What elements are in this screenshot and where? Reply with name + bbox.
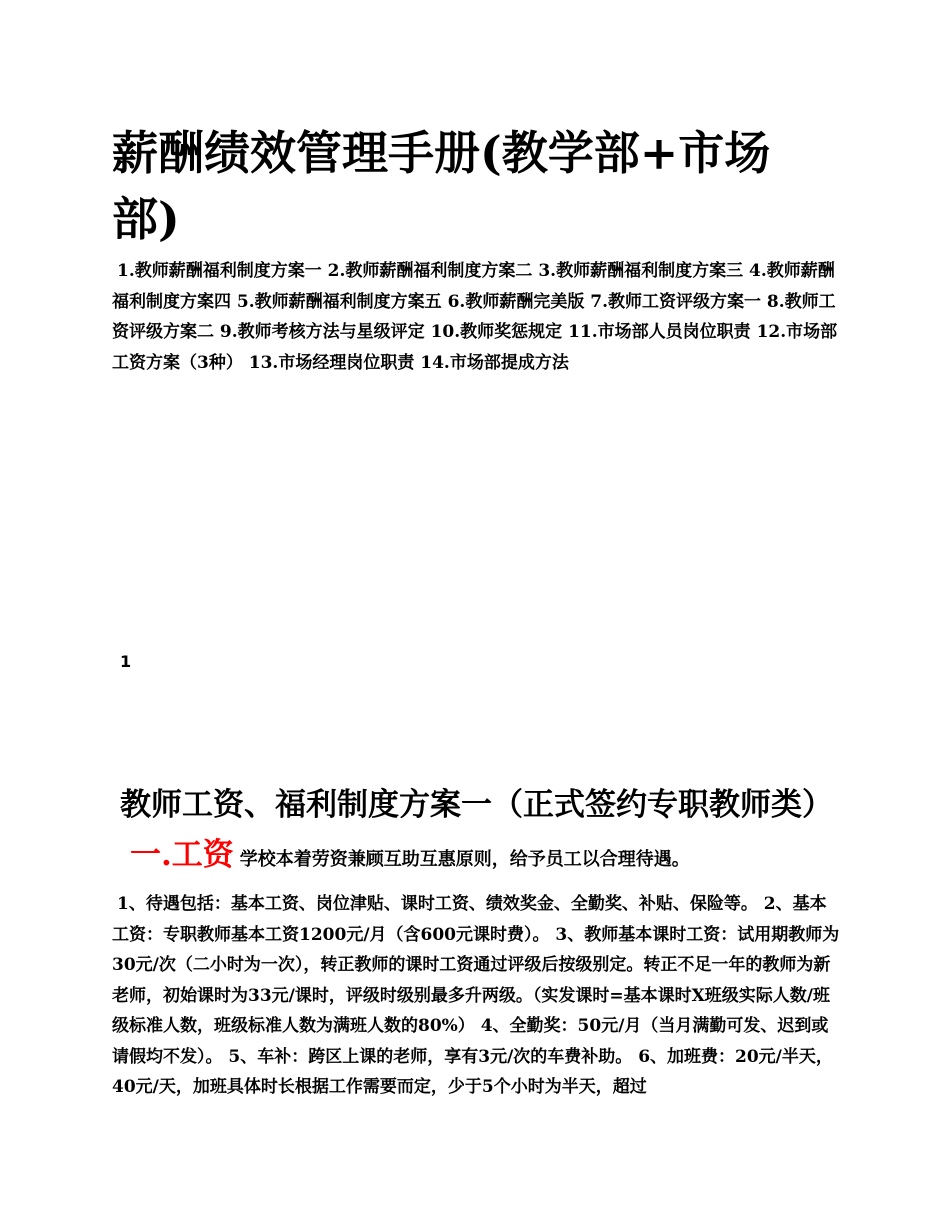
section-body-text: 1、待遇包括：基本工资、岗位津贴、课时工资、绩效奖金、全勤奖、补贴、保险等。 2、基本工资：专职教师基本工资1200元/月（含600元课时费）。 3、教师基本课时工资：试用期教师为30元/次（二小时为一次），转正教师的课时工资通过评级后按级别定。转正不足一年的教师为新老师，初始课时为33元/课时，评级时级别最多升两级。（实发课时=基本课时X班级实际人数/班级标准人数，班级标准人数为满班人数的80%） 4、全勤奖：50元/月（当月满勤可发、迟到或请假均不发）。 5、车补：跨区上课的老师，享有3元/次的车费补助。 6、加班费：20元/半天，40元/天，加班具体时长根据工作需要而定，少于5个小时为半天，超过 xyxy=(112,894,840,1097)
section-heading-block xyxy=(112,780,852,885)
page-number: 1 xyxy=(120,652,132,671)
section-intro: 学校本着劳资兼顾互助互惠原则，给予员工以合理待遇。 xyxy=(239,849,690,870)
table-of-contents: 1.教师薪酬福利制度方案一 2.教师薪酬福利制度方案二 3.教师薪酬福利制度方案三 4.教师薪酬福利制度方案四 5.教师薪酬福利制度方案五 6.教师薪酬完美版 7.教师工资评级方案一 8.教师工资评级方案二 9.教师考核方法与星级评定 10.教师奖惩规定 11.市场部人员岗位职责 12.市场部工资方案（3种） 13.市场经理岗位职责 14.市场部提成方法 xyxy=(112,261,838,373)
section-heading: 教师工资、福利制度方案一（正式签约专职教师类） xyxy=(120,787,833,823)
section-subheading-salary: 一.工资 xyxy=(130,837,234,873)
document-title: 薪酬绩效管理手册(教学部+市场部) xyxy=(112,126,771,246)
section-teacher-salary-plan-one xyxy=(112,780,852,1103)
